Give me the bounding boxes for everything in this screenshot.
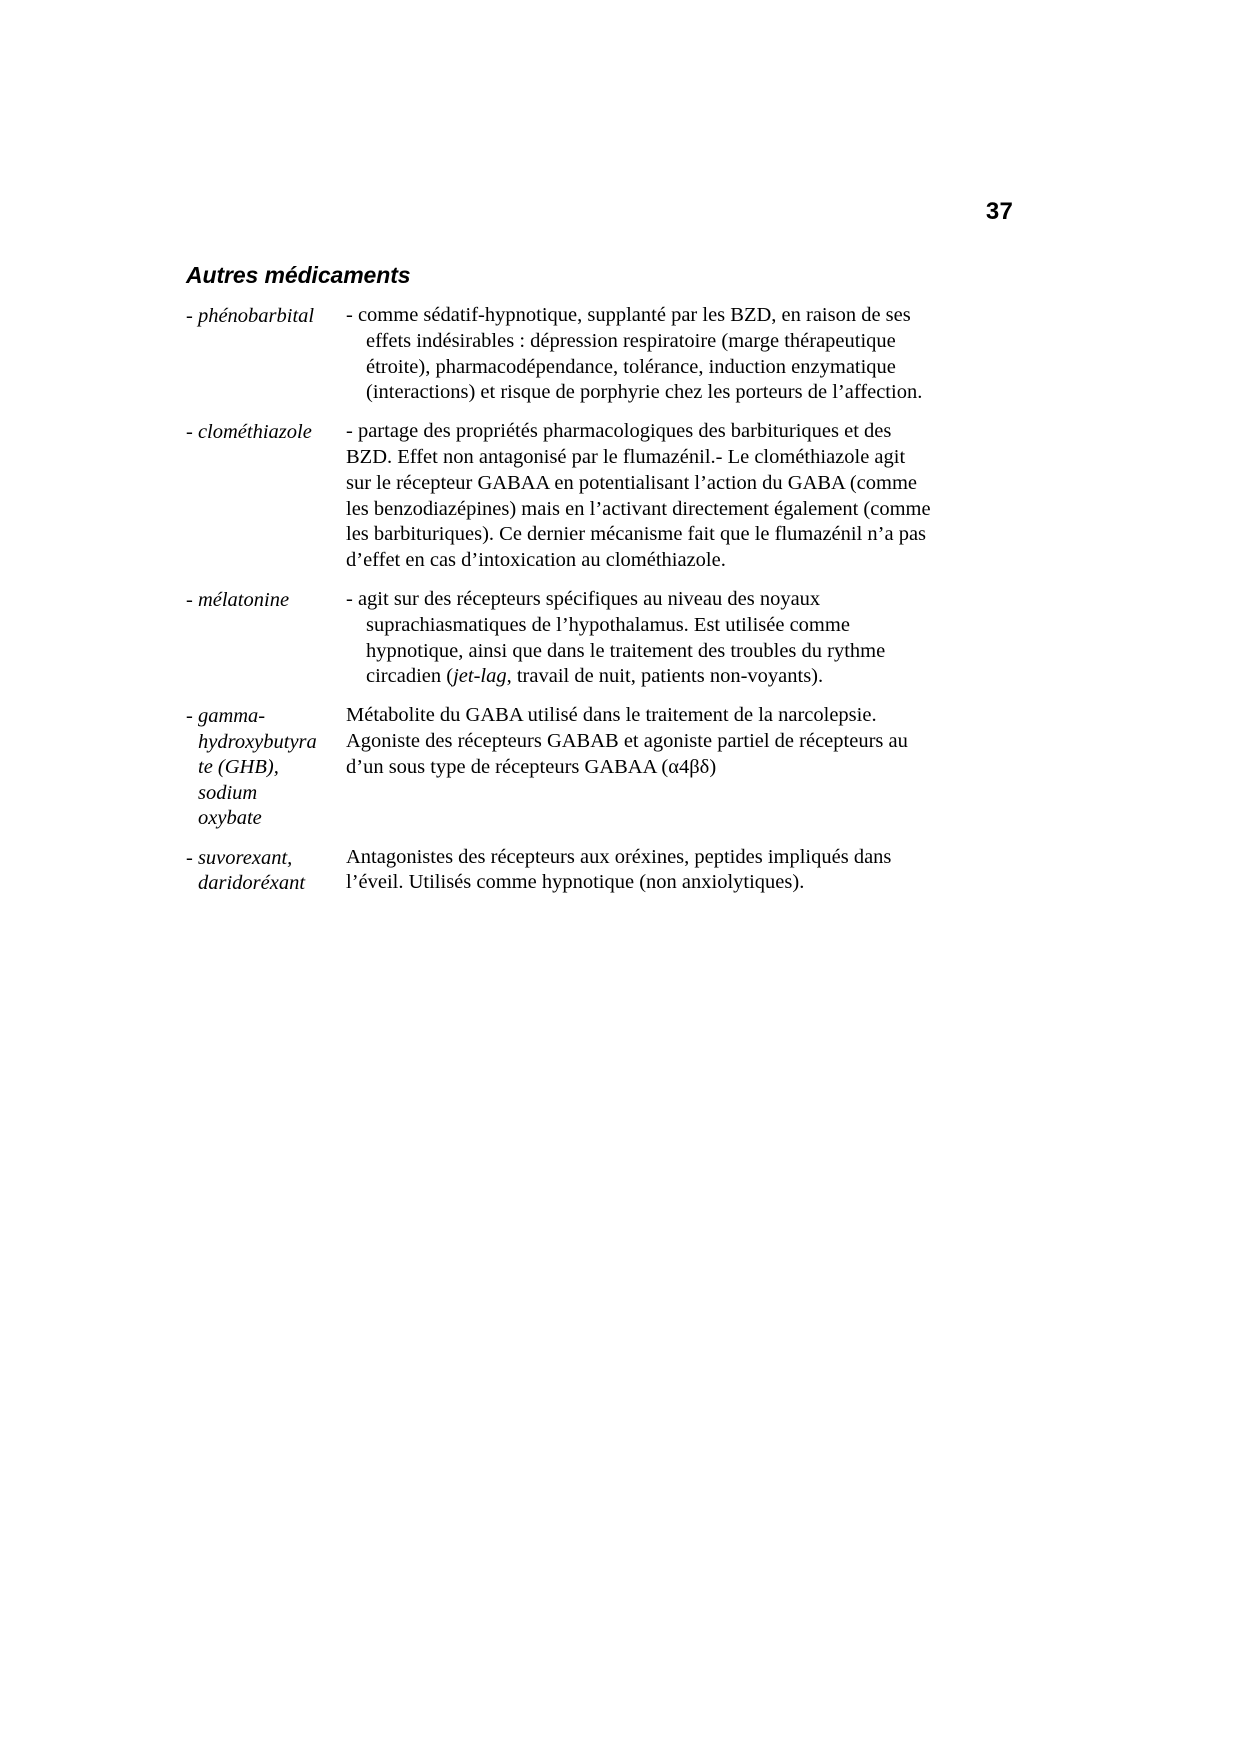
definition-term-line: sodium: [198, 781, 258, 804]
definition-description-line: les barbituriques). Ce dernier mécanisme fait que le flumazénil n’a pas: [346, 523, 927, 546]
definition-entry: [186, 845, 1066, 897]
definition-term-line: - mélatonine: [186, 588, 290, 611]
definition-description: [338, 845, 1066, 897]
definition-entry: [186, 419, 1066, 574]
definition-term-line: - suvorexant,: [186, 846, 293, 869]
definition-description-line: suprachiasmatiques de l’hypothalamus. Est utilisée comme: [366, 613, 850, 636]
definition-term-line: - gamma-: [186, 705, 266, 728]
definition-description-line: (interactions) et risque de porphyrie chez les porteurs de l’affection.: [366, 381, 923, 404]
definition-description-line: l’éveil. Utilisés comme hypnotique (non anxiolytiques).: [346, 871, 805, 894]
definition-description-line: BZD. Effet non antagonisé par le flumazénil.- Le clométhiazole agit: [346, 445, 906, 468]
definition-description-line: effets indésirables : dépression respiratoire (marge thérapeutique: [366, 329, 896, 352]
definition-term-line: - clométhiazole: [186, 421, 312, 444]
definition-description: [338, 703, 1066, 780]
definition-description-line: les benzodiazépines) mais en l’activant directement également (comme: [346, 497, 931, 520]
definition-term: [186, 845, 338, 897]
emphasis-text: jet-lag: [453, 665, 507, 688]
definition-description-line: d’effet en cas d’intoxication au clométhiazole.: [346, 549, 726, 572]
definition-description: [338, 303, 1066, 406]
definition-description-line: étroite), pharmacodépendance, tolérance, induction enzymatique: [366, 355, 896, 378]
section-heading: Autres médicaments: [186, 262, 411, 288]
definition-description-line: Agoniste des récepteurs GABAB et agoniste partiel de récepteurs au: [346, 729, 908, 752]
definition-description-line: sur le récepteur GABAA en potentialisant l’action du GABA (comme: [346, 471, 918, 494]
definition-description-line: Antagonistes des récepteurs aux oréxines, peptides impliqués dans: [346, 845, 892, 868]
definition-entry: [186, 587, 1066, 690]
definition-description: [338, 419, 1066, 574]
definition-description-line: - partage des propriétés pharmacologiques des barbituriques et des: [346, 420, 892, 443]
page-number: 37: [985, 198, 1013, 225]
definition-term-line: te (GHB),: [198, 756, 279, 779]
definition-description-line: Métabolite du GABA utilisé dans le traitement de la narcolepsie.: [346, 704, 877, 727]
definition-description-line: circadien (jet-lag, travail de nuit, patients non-voyants).: [366, 665, 824, 688]
definition-description-line: - comme sédatif-hypnotique, supplanté par les BZD, en raison de ses: [346, 304, 911, 326]
definition-description-line: hypnotique, ainsi que dans le traitement des troubles du rythme: [366, 639, 886, 662]
definition-term-line: oxybate: [198, 807, 262, 830]
definition-term-line: hydroxybutyra: [198, 730, 317, 753]
definition-term: [186, 587, 338, 614]
definition-list: [186, 303, 1066, 910]
definition-description-line: d’un sous type de récepteurs GABAA (α4βδ): [346, 755, 717, 778]
definition-term: [186, 303, 338, 330]
definition-term: [186, 419, 338, 446]
definition-entry: [186, 703, 1066, 832]
definition-term: [186, 703, 338, 832]
definition-description: [338, 587, 1066, 690]
definition-term-line: - phénobarbital: [186, 305, 315, 327]
definition-description-line: - agit sur des récepteurs spécifiques au niveau des noyaux: [346, 587, 821, 610]
definition-term-line: daridoréxant: [198, 872, 306, 895]
definition-entry: [186, 303, 1066, 406]
